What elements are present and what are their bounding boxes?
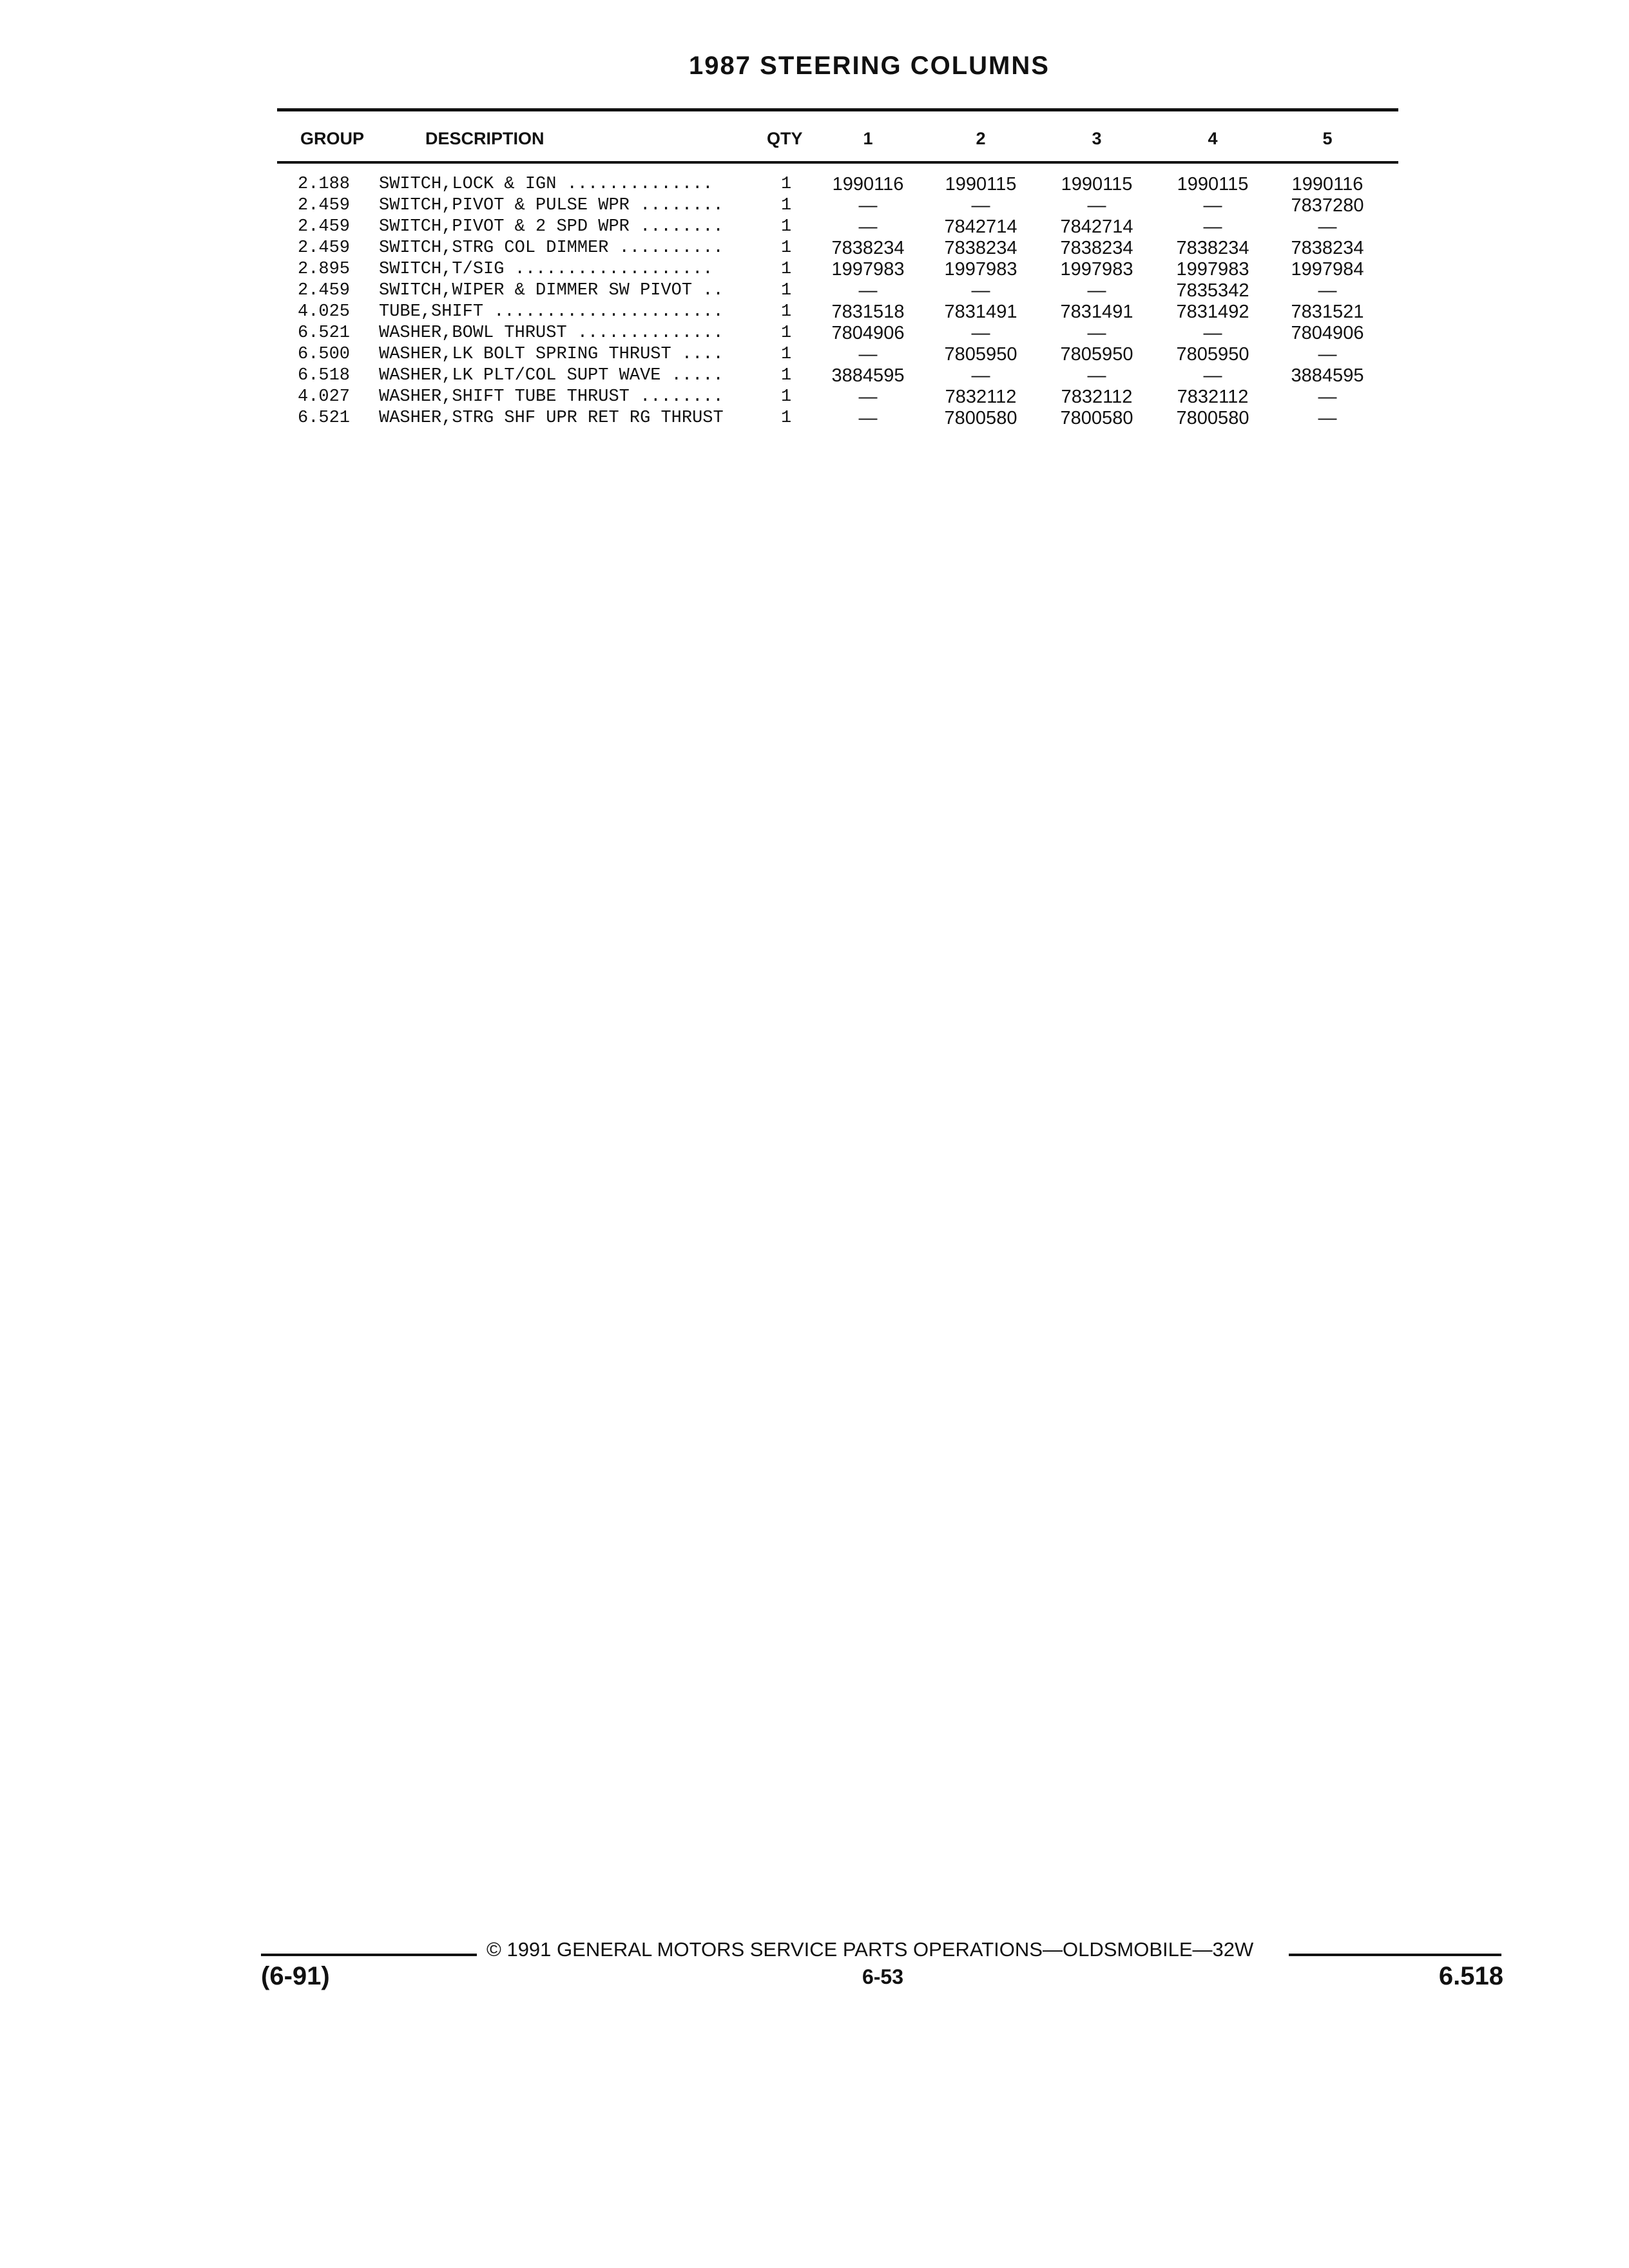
cell-qty: 1 <box>781 217 792 236</box>
header-qty: QTY <box>767 129 803 148</box>
cell-part-number: 7837280 <box>1291 195 1364 216</box>
header-group: GROUP <box>300 129 365 148</box>
cell-part-number: — <box>1318 387 1337 407</box>
table-row <box>0 365 1629 387</box>
cell-qty: 1 <box>781 302 792 322</box>
footer-date-code: (6-91) <box>261 1962 330 1990</box>
cell-qty: 1 <box>781 196 792 215</box>
cell-part-number: — <box>1318 280 1337 301</box>
cell-group: 2.459 <box>298 238 351 258</box>
cell-qty: 1 <box>781 387 792 407</box>
header-col-1: 1 <box>863 129 873 148</box>
cell-part-number: 7838234 <box>1291 238 1364 258</box>
cell-qty: 1 <box>781 238 792 258</box>
cell-part-number: 1990116 <box>1291 174 1364 195</box>
cell-qty: 1 <box>781 408 792 428</box>
cell-description: WASHER,SHIFT TUBE THRUST ........ <box>379 387 724 407</box>
cell-part-number: 7838234 <box>944 238 1017 258</box>
page-title: 1987 STEERING COLUMNS <box>689 52 1050 80</box>
cell-qty: 1 <box>781 260 792 279</box>
table-row <box>0 280 1629 302</box>
cell-qty: 1 <box>781 281 792 300</box>
table-row <box>0 259 1629 280</box>
cell-part-number: — <box>1203 216 1222 237</box>
cell-part-number: 7838234 <box>831 238 905 258</box>
cell-part-number: 3884595 <box>1291 365 1364 386</box>
cell-part-number: 1990116 <box>832 174 904 195</box>
cell-part-number: — <box>971 280 990 301</box>
cell-group: 2.188 <box>298 175 351 194</box>
cell-part-number: 7800580 <box>1176 408 1249 428</box>
cell-description: WASHER,STRG SHF UPR RET RG THRUST <box>379 408 724 428</box>
footer-copyright: © 1991 GENERAL MOTORS SERVICE PARTS OPERATIONS—OLDSMOBILE—32W <box>487 1938 1254 1961</box>
cell-part-number: 1997983 <box>1060 259 1133 280</box>
cell-group: 6.518 <box>298 366 351 385</box>
cell-part-number: — <box>1087 323 1106 343</box>
cell-part-number: 7831491 <box>1060 302 1133 322</box>
cell-part-number: 1997983 <box>831 259 905 280</box>
cell-part-number: 1990115 <box>945 174 1017 195</box>
table-header <box>0 129 1629 157</box>
cell-part-number: 7805950 <box>1060 344 1133 365</box>
cell-part-number: 7831518 <box>831 302 905 322</box>
table-row <box>0 344 1629 365</box>
cell-description: WASHER,LK BOLT SPRING THRUST .... <box>379 345 724 364</box>
cell-part-number: 7800580 <box>944 408 1017 428</box>
cell-part-number: — <box>1087 280 1106 301</box>
table-row <box>0 174 1629 195</box>
cell-part-number: — <box>1087 365 1106 386</box>
cell-part-number: — <box>858 408 878 428</box>
cell-part-number: — <box>858 344 878 365</box>
cell-part-number: 7831492 <box>1176 302 1249 322</box>
cell-part-number: 7800580 <box>1060 408 1133 428</box>
cell-part-number: — <box>1318 216 1337 237</box>
cell-group: 6.521 <box>298 323 351 343</box>
cell-description: SWITCH,STRG COL DIMMER .......... <box>379 238 724 258</box>
cell-group: 6.521 <box>298 408 351 428</box>
cell-part-number: — <box>1203 195 1222 216</box>
parts-table-body <box>0 174 1629 429</box>
cell-part-number: 7805950 <box>1176 344 1249 365</box>
cell-part-number: — <box>1203 365 1222 386</box>
cell-part-number: 7831491 <box>944 302 1017 322</box>
cell-description: WASHER,BOWL THRUST .............. <box>379 323 724 343</box>
cell-part-number: 1997983 <box>944 259 1017 280</box>
footer-section-number: 6.518 <box>1438 1962 1503 1990</box>
cell-part-number: — <box>858 387 878 407</box>
cell-part-number: — <box>1318 408 1337 428</box>
cell-part-number: — <box>858 195 878 216</box>
table-row <box>0 195 1629 216</box>
cell-description: SWITCH,T/SIG ................... <box>379 260 713 279</box>
cell-part-number: 7838234 <box>1060 238 1133 258</box>
cell-part-number: — <box>858 280 878 301</box>
cell-part-number: — <box>1203 323 1222 343</box>
cell-part-number: 7832112 <box>945 387 1017 407</box>
cell-description: WASHER,LK PLT/COL SUPT WAVE ..... <box>379 366 724 385</box>
cell-qty: 1 <box>781 175 792 194</box>
footer-page-number: 6-53 <box>862 1965 904 1988</box>
cell-part-number: 7832112 <box>1061 387 1133 407</box>
cell-part-number: 3884595 <box>831 365 905 386</box>
header-col-2: 2 <box>976 129 986 148</box>
cell-part-number: — <box>1318 344 1337 365</box>
cell-part-number: 7842714 <box>944 216 1017 237</box>
cell-description: SWITCH,PIVOT & 2 SPD WPR ........ <box>379 217 724 236</box>
table-row <box>0 238 1629 259</box>
cell-part-number: 7831521 <box>1291 302 1364 322</box>
cell-description: SWITCH,PIVOT & PULSE WPR ........ <box>379 196 724 215</box>
cell-part-number: 7832112 <box>1177 387 1249 407</box>
cell-part-number: 1990115 <box>1061 174 1133 195</box>
table-row <box>0 387 1629 408</box>
cell-part-number: 1997983 <box>1176 259 1249 280</box>
cell-group: 4.027 <box>298 387 351 407</box>
footer-rule-left <box>261 1954 477 1956</box>
header-description: DESCRIPTION <box>425 129 545 148</box>
table-header-rule <box>277 161 1398 164</box>
cell-description: TUBE,SHIFT ...................... <box>379 302 724 322</box>
cell-part-number: 7838234 <box>1176 238 1249 258</box>
cell-group: 6.500 <box>298 345 351 364</box>
cell-part-number: 7805950 <box>944 344 1017 365</box>
header-col-4: 4 <box>1208 129 1218 148</box>
cell-part-number: 7835342 <box>1176 280 1249 301</box>
cell-group: 2.459 <box>298 281 351 300</box>
cell-part-number: — <box>858 216 878 237</box>
cell-part-number: — <box>1087 195 1106 216</box>
cell-description: SWITCH,WIPER & DIMMER SW PIVOT .. <box>379 281 724 300</box>
cell-group: 4.025 <box>298 302 351 322</box>
cell-part-number: 1997984 <box>1291 259 1364 280</box>
cell-part-number: — <box>971 195 990 216</box>
cell-part-number: 7804906 <box>1291 323 1364 343</box>
cell-group: 2.895 <box>298 260 351 279</box>
header-col-5: 5 <box>1322 129 1333 148</box>
table-row <box>0 302 1629 323</box>
cell-qty: 1 <box>781 323 792 343</box>
footer-rule-right <box>1289 1954 1501 1956</box>
cell-part-number: 1990115 <box>1177 174 1249 195</box>
cell-qty: 1 <box>781 345 792 364</box>
cell-group: 2.459 <box>298 196 351 215</box>
table-top-rule <box>277 108 1398 111</box>
cell-part-number: — <box>971 323 990 343</box>
table-row <box>0 216 1629 238</box>
cell-part-number: — <box>971 365 990 386</box>
cell-part-number: 7842714 <box>1060 216 1133 237</box>
cell-qty: 1 <box>781 366 792 385</box>
table-row <box>0 323 1629 344</box>
table-row <box>0 408 1629 429</box>
cell-group: 2.459 <box>298 217 351 236</box>
header-col-3: 3 <box>1092 129 1102 148</box>
cell-description: SWITCH,LOCK & IGN .............. <box>379 175 713 194</box>
cell-part-number: 7804906 <box>831 323 905 343</box>
